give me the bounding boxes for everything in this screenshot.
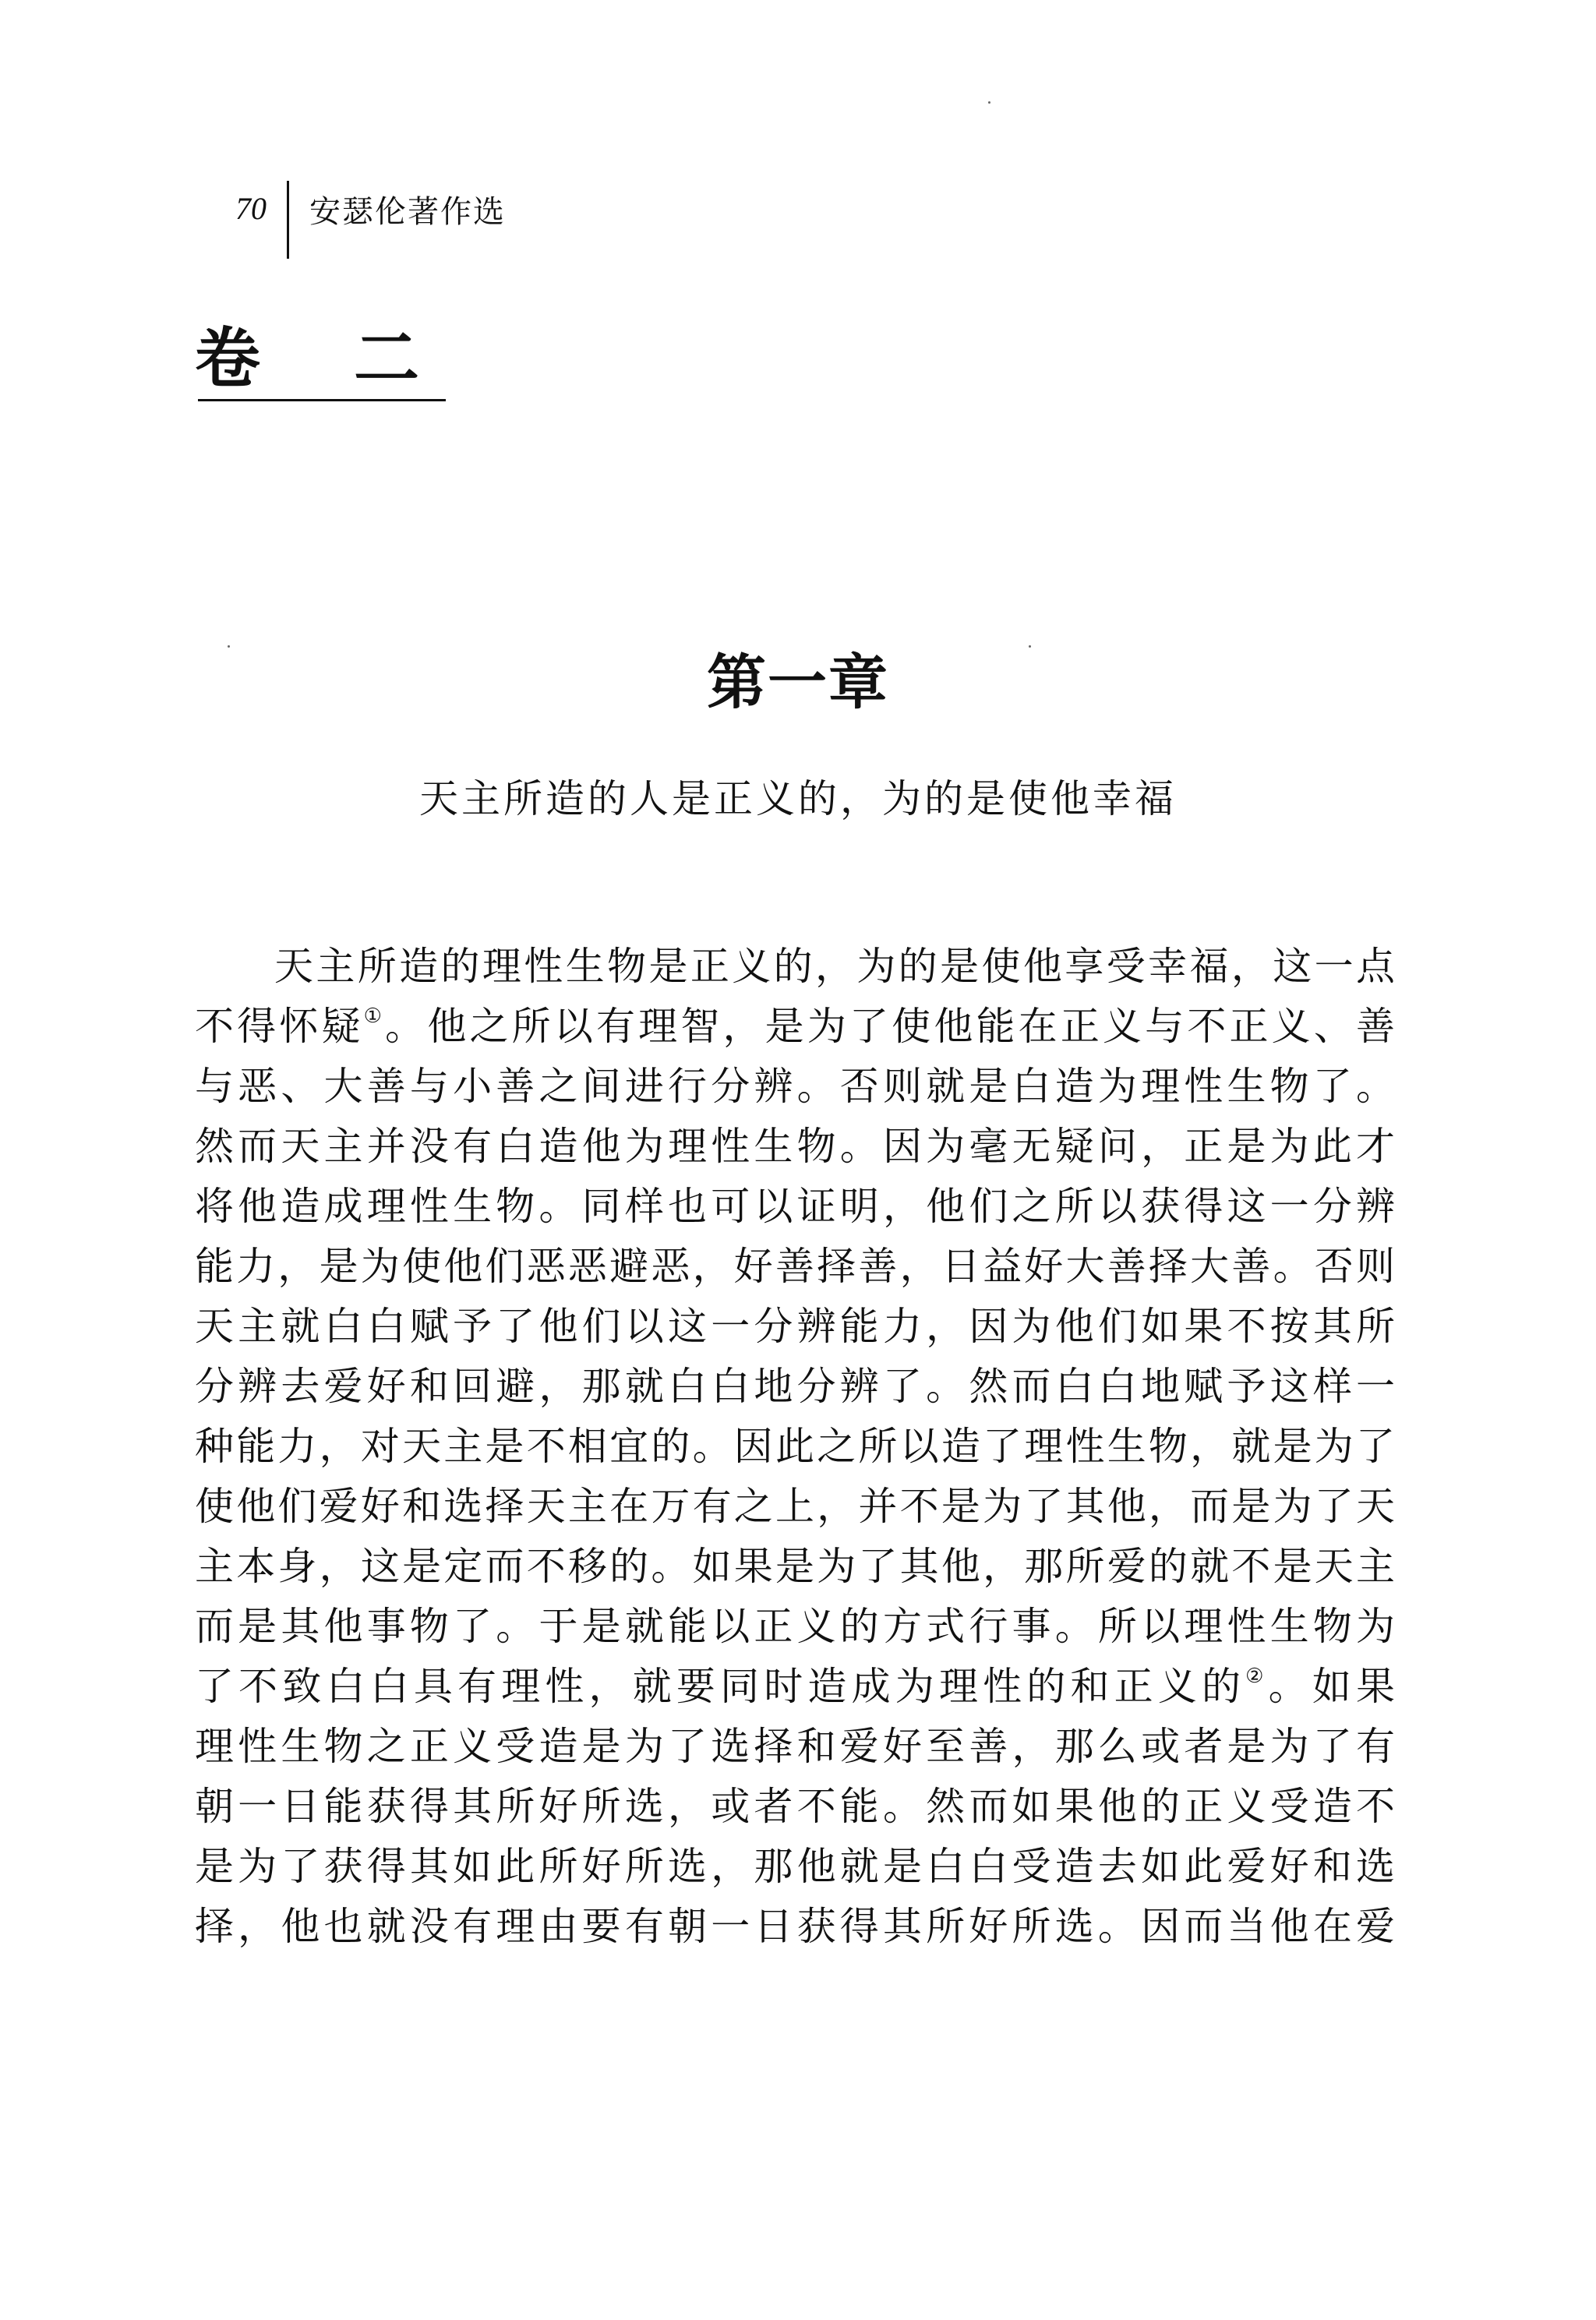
body-line	[195, 1837, 1395, 1897]
body-text	[195, 937, 1395, 1957]
line-text: 能力，是为使他们恶恶避恶，好善择善，日益好大善择大善。否则	[195, 1244, 1395, 1289]
line-text: 理性生物之正义受造是为了选择和爱好至善，那么或者是为了有	[195, 1724, 1395, 1769]
line-text: 。如果	[1268, 1664, 1396, 1709]
line-text: 主本身，这是定而不移的。如果是为了其他，那所爱的就不是天主	[195, 1544, 1395, 1589]
body-line	[195, 997, 1395, 1057]
footnote-marker: ②	[1245, 1665, 1269, 1688]
scan-speck	[228, 645, 230, 648]
body-line	[195, 1597, 1395, 1657]
body-line	[195, 1657, 1395, 1717]
body-line	[195, 1057, 1395, 1117]
scan-speck	[988, 101, 990, 104]
body-line	[195, 1237, 1395, 1297]
volume-title-underline	[198, 399, 446, 401]
line-text: 将他造成理性生物。同样也可以证明，他们之所以获得这一分辨	[195, 1184, 1395, 1229]
body-line	[195, 1477, 1395, 1537]
line-text: 与恶、大善与小善之间进行分辨。否则就是白造为理性生物了。	[195, 1064, 1395, 1109]
line-text: 天主所造的理性生物是正义的，为的是使他享受幸福，这一点	[274, 944, 1395, 989]
body-line	[195, 1177, 1395, 1237]
body-line	[195, 1717, 1395, 1777]
body-line	[195, 1357, 1395, 1417]
chapter-subtitle: 天主所造的人是正义的，为的是使他幸福	[419, 776, 1177, 821]
body-line	[195, 937, 1395, 997]
volume-title: 卷二	[195, 320, 514, 397]
body-line	[195, 1897, 1395, 1957]
header-divider	[287, 181, 289, 259]
running-title: 安瑟伦著作选	[309, 194, 506, 230]
line-text: 择，他也就没有理由要有朝一日获得其所好所选。因而当他在爱	[195, 1904, 1395, 1949]
page-header	[204, 181, 506, 259]
line-text: 不得怀疑	[195, 1004, 364, 1049]
line-text: 天主就白白赋予了他们以这一分辨能力，因为他们如果不按其所	[195, 1304, 1395, 1349]
line-text: 朝一日能获得其所好所选，或者不能。然而如果他的正义受造不	[195, 1784, 1395, 1829]
line-text: 使他们爱好和选择天主在万有之上，并不是为了其他，而是为了天	[195, 1484, 1395, 1529]
body-line	[195, 1777, 1395, 1837]
line-text: 。他之所以有理智，是为了使他能在正义与不正义、善	[385, 1004, 1396, 1049]
body-line	[195, 1297, 1395, 1357]
body-line	[195, 1117, 1395, 1177]
page-number: 70	[235, 191, 267, 226]
body-line	[195, 1537, 1395, 1597]
line-text: 然而天主并没有白造他为理性生物。因为毫无疑问，正是为此才	[195, 1124, 1395, 1169]
line-text: 种能力，对天主是不相宜的。因此之所以造了理性生物，就是为了	[195, 1424, 1395, 1469]
line-text: 分辨去爱好和回避，那就白白地分辨了。然而白白地赋予这样一	[195, 1364, 1395, 1409]
body-line	[195, 1417, 1395, 1477]
footnote-marker: ①	[363, 1005, 386, 1028]
line-text: 了不致白白具有理性，就要同时造成为理性的和正义的	[195, 1664, 1246, 1709]
line-text: 是为了获得其如此所好所选，那他就是白白受造去如此爱好和选	[195, 1844, 1395, 1889]
scan-speck	[1029, 645, 1031, 648]
line-text: 而是其他事物了。于是就能以正义的方式行事。所以理性生物为	[195, 1604, 1395, 1649]
chapter-title: 第一章	[707, 648, 889, 717]
